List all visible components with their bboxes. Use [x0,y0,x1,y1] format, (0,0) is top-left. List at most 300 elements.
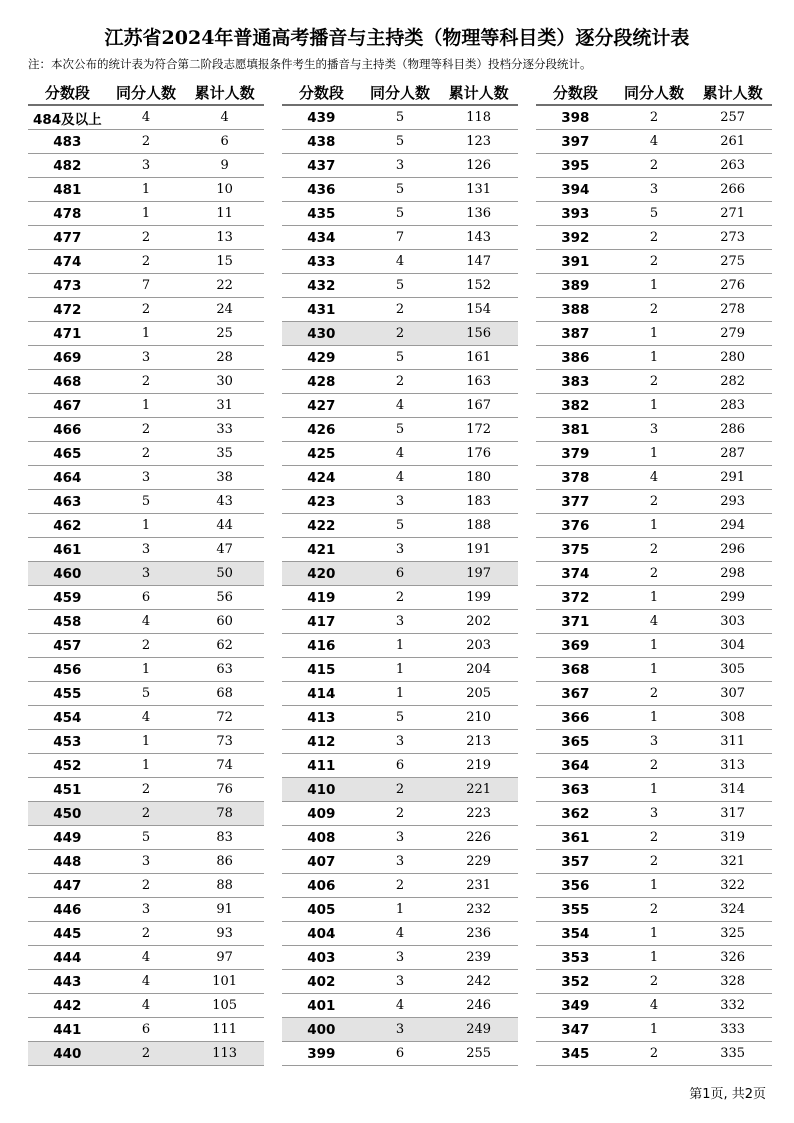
table-row [536,970,772,994]
score-cell: 429 [282,346,361,370]
score-cell: 474 [28,250,107,274]
cumulative-cell: 197 [439,562,518,586]
same-count-cell: 1 [107,394,186,418]
cumulative-cell: 319 [693,826,772,850]
same-count-cell: 3 [361,826,440,850]
table-row [536,490,772,514]
cumulative-cell: 24 [185,298,264,322]
table-row [282,682,518,706]
same-count-cell: 1 [615,586,694,610]
cumulative-cell: 328 [693,970,772,994]
score-cell: 347 [536,1018,615,1042]
same-count-cell: 2 [107,250,186,274]
score-cell: 408 [282,826,361,850]
cumulative-cell: 31 [185,394,264,418]
score-cell: 403 [282,946,361,970]
cumulative-cell: 105 [185,994,264,1018]
same-count-cell: 4 [107,946,186,970]
cumulative-cell: 78 [185,802,264,826]
same-count-cell: 7 [107,274,186,298]
score-cell: 457 [28,634,107,658]
score-cell: 377 [536,490,615,514]
score-cell: 371 [536,610,615,634]
header-score: 分数段 [282,80,361,105]
table-row [28,538,264,562]
score-cell: 416 [282,634,361,658]
table-row [536,682,772,706]
cumulative-cell: 154 [439,298,518,322]
cumulative-cell: 287 [693,442,772,466]
cumulative-cell: 47 [185,538,264,562]
same-count-cell: 6 [107,586,186,610]
same-count-cell: 1 [615,346,694,370]
same-count-cell: 1 [615,658,694,682]
score-cell: 431 [282,298,361,322]
cumulative-cell: 317 [693,802,772,826]
score-cell: 397 [536,130,615,154]
cumulative-cell: 15 [185,250,264,274]
cumulative-cell: 163 [439,370,518,394]
table-row [282,105,518,130]
same-count-cell: 2 [615,250,694,274]
same-count-cell: 4 [361,922,440,946]
score-cell: 478 [28,202,107,226]
cumulative-cell: 91 [185,898,264,922]
score-table-column-3 [536,80,772,1066]
same-count-cell: 5 [107,682,186,706]
same-count-cell: 5 [615,202,694,226]
score-table-column-1 [28,80,264,1066]
score-cell: 357 [536,850,615,874]
table-row [28,946,264,970]
same-count-cell: 2 [615,754,694,778]
same-count-cell: 1 [361,682,440,706]
same-count-cell: 4 [107,706,186,730]
same-count-cell: 2 [615,370,694,394]
cumulative-cell: 4 [185,105,264,130]
same-count-cell: 4 [107,610,186,634]
cumulative-cell: 202 [439,610,518,634]
table-row [282,298,518,322]
score-cell: 432 [282,274,361,298]
cumulative-cell: 38 [185,466,264,490]
table-row [536,202,772,226]
score-cell: 468 [28,370,107,394]
same-count-cell: 4 [107,994,186,1018]
score-cell: 482 [28,154,107,178]
same-count-cell: 1 [615,922,694,946]
same-count-cell: 4 [615,466,694,490]
cumulative-cell: 293 [693,490,772,514]
cumulative-cell: 93 [185,922,264,946]
header-same-count: 同分人数 [615,80,694,105]
score-cell: 356 [536,874,615,898]
score-cell: 425 [282,442,361,466]
score-cell: 481 [28,178,107,202]
cumulative-cell: 239 [439,946,518,970]
same-count-cell: 5 [361,706,440,730]
same-count-cell: 3 [361,850,440,874]
table-row [28,850,264,874]
table-row [282,466,518,490]
table-row [28,658,264,682]
table-row [282,130,518,154]
cumulative-cell: 282 [693,370,772,394]
cumulative-cell: 298 [693,562,772,586]
same-count-cell: 2 [615,682,694,706]
table-row [536,634,772,658]
table-row [28,370,264,394]
same-count-cell: 3 [615,418,694,442]
cumulative-cell: 232 [439,898,518,922]
table-row [282,658,518,682]
cumulative-cell: 136 [439,202,518,226]
same-count-cell: 4 [107,105,186,130]
table-row [28,298,264,322]
same-count-cell: 1 [107,178,186,202]
table-row [282,898,518,922]
score-cell: 381 [536,418,615,442]
table-row [282,514,518,538]
cumulative-cell: 152 [439,274,518,298]
score-cell: 445 [28,922,107,946]
score-table-column-2 [282,80,518,1066]
table-row [536,826,772,850]
table-row [282,610,518,634]
same-count-cell: 1 [107,202,186,226]
table-row [28,562,264,586]
cumulative-cell: 76 [185,778,264,802]
cumulative-cell: 335 [693,1042,772,1066]
same-count-cell: 6 [107,1018,186,1042]
same-count-cell: 2 [361,802,440,826]
same-count-cell: 3 [107,538,186,562]
table-row [536,514,772,538]
same-count-cell: 4 [615,994,694,1018]
same-count-cell: 3 [361,946,440,970]
score-cell: 369 [536,634,615,658]
table-row [282,1042,518,1066]
table-row [282,202,518,226]
cumulative-cell: 261 [693,130,772,154]
same-count-cell: 7 [361,226,440,250]
cumulative-cell: 25 [185,322,264,346]
same-count-cell: 2 [615,154,694,178]
table-row [282,922,518,946]
table-row [28,466,264,490]
header-cumulative: 累计人数 [185,80,264,105]
same-count-cell: 2 [615,826,694,850]
same-count-cell: 2 [361,586,440,610]
score-cell: 379 [536,442,615,466]
table-row [536,898,772,922]
cumulative-cell: 221 [439,778,518,802]
score-cell: 400 [282,1018,361,1042]
score-cell: 413 [282,706,361,730]
same-count-cell: 2 [107,226,186,250]
cumulative-cell: 30 [185,370,264,394]
cumulative-cell: 231 [439,874,518,898]
same-count-cell: 4 [361,250,440,274]
same-count-cell: 3 [107,850,186,874]
same-count-cell: 4 [361,994,440,1018]
same-count-cell: 2 [615,562,694,586]
cumulative-cell: 242 [439,970,518,994]
cumulative-cell: 13 [185,226,264,250]
same-count-cell: 4 [615,610,694,634]
score-cell: 391 [536,250,615,274]
cumulative-cell: 266 [693,178,772,202]
same-count-cell: 1 [615,514,694,538]
score-cell: 407 [282,850,361,874]
cumulative-cell: 44 [185,514,264,538]
cumulative-cell: 307 [693,682,772,706]
score-cell: 376 [536,514,615,538]
cumulative-cell: 56 [185,586,264,610]
table-row [28,322,264,346]
cumulative-cell: 123 [439,130,518,154]
same-count-cell: 2 [615,898,694,922]
score-cell: 365 [536,730,615,754]
table-row [28,922,264,946]
score-cell: 405 [282,898,361,922]
same-count-cell: 3 [361,154,440,178]
score-cell: 389 [536,274,615,298]
table-row [28,1042,264,1066]
cumulative-cell: 333 [693,1018,772,1042]
score-cell: 387 [536,322,615,346]
cumulative-cell: 147 [439,250,518,274]
cumulative-cell: 303 [693,610,772,634]
score-cell: 402 [282,970,361,994]
table-row [536,370,772,394]
cumulative-cell: 286 [693,418,772,442]
cumulative-cell: 43 [185,490,264,514]
same-count-cell: 1 [107,658,186,682]
cumulative-cell: 161 [439,346,518,370]
score-cell: 427 [282,394,361,418]
table-row [28,610,264,634]
table-row [282,1018,518,1042]
header-score: 分数段 [28,80,107,105]
cumulative-cell: 273 [693,226,772,250]
table-row [282,370,518,394]
cumulative-cell: 191 [439,538,518,562]
score-cell: 439 [282,105,361,130]
score-cell: 394 [536,178,615,202]
score-cell: 449 [28,826,107,850]
same-count-cell: 1 [615,394,694,418]
cumulative-cell: 118 [439,105,518,130]
score-cell: 426 [282,418,361,442]
same-count-cell: 1 [615,322,694,346]
table-row [28,130,264,154]
score-cell: 448 [28,850,107,874]
cumulative-cell: 73 [185,730,264,754]
cumulative-cell: 311 [693,730,772,754]
cumulative-cell: 283 [693,394,772,418]
table-row [536,418,772,442]
table-row [28,274,264,298]
cumulative-cell: 326 [693,946,772,970]
cumulative-cell: 321 [693,850,772,874]
table-row [536,466,772,490]
cumulative-cell: 156 [439,322,518,346]
cumulative-cell: 276 [693,274,772,298]
same-count-cell: 2 [615,298,694,322]
table-row [536,250,772,274]
score-cell: 414 [282,682,361,706]
table-row [28,442,264,466]
cumulative-cell: 314 [693,778,772,802]
score-cell: 452 [28,754,107,778]
cumulative-cell: 88 [185,874,264,898]
same-count-cell: 3 [361,490,440,514]
same-count-cell: 2 [361,874,440,898]
same-count-cell: 1 [615,706,694,730]
cumulative-cell: 97 [185,946,264,970]
same-count-cell: 4 [107,970,186,994]
score-cell: 353 [536,946,615,970]
table-row [536,178,772,202]
cumulative-cell: 183 [439,490,518,514]
table-row [536,994,772,1018]
score-cell: 434 [282,226,361,250]
same-count-cell: 3 [361,1018,440,1042]
same-count-cell: 4 [615,130,694,154]
table-row [282,730,518,754]
score-cell: 393 [536,202,615,226]
table-row [28,802,264,826]
table-row [282,490,518,514]
same-count-cell: 5 [361,514,440,538]
cumulative-cell: 203 [439,634,518,658]
same-count-cell: 2 [107,298,186,322]
score-cell: 420 [282,562,361,586]
same-count-cell: 6 [361,562,440,586]
same-count-cell: 1 [615,274,694,298]
table-row [28,586,264,610]
score-cell: 419 [282,586,361,610]
cumulative-cell: 255 [439,1042,518,1066]
score-cell: 447 [28,874,107,898]
same-count-cell: 2 [615,538,694,562]
table-row [28,778,264,802]
same-count-cell: 3 [361,730,440,754]
score-cell: 386 [536,346,615,370]
cumulative-cell: 213 [439,730,518,754]
table-row [28,250,264,274]
cumulative-cell: 332 [693,994,772,1018]
same-count-cell: 5 [361,178,440,202]
cumulative-cell: 291 [693,466,772,490]
cumulative-cell: 204 [439,658,518,682]
table-row [28,730,264,754]
table-row [536,850,772,874]
score-cell: 410 [282,778,361,802]
same-count-cell: 5 [361,346,440,370]
cumulative-cell: 325 [693,922,772,946]
same-count-cell: 1 [615,946,694,970]
table-row [536,154,772,178]
page-footer: 第1页, 共2页 [689,1087,766,1102]
cumulative-cell: 236 [439,922,518,946]
table-row [28,178,264,202]
cumulative-cell: 299 [693,586,772,610]
score-cell: 378 [536,466,615,490]
same-count-cell: 3 [107,346,186,370]
score-cell: 440 [28,1042,107,1066]
same-count-cell: 5 [107,826,186,850]
score-cell: 430 [282,322,361,346]
table-row [536,105,772,130]
same-count-cell: 3 [615,178,694,202]
same-count-cell: 4 [361,394,440,418]
score-cell: 364 [536,754,615,778]
table-row [28,682,264,706]
score-cell: 462 [28,514,107,538]
score-cell: 458 [28,610,107,634]
table-row [282,874,518,898]
header-cumulative: 累计人数 [693,80,772,105]
cumulative-cell: 50 [185,562,264,586]
score-cell: 454 [28,706,107,730]
score-cell: 455 [28,682,107,706]
cumulative-cell: 296 [693,538,772,562]
table-row [536,538,772,562]
same-count-cell: 5 [361,274,440,298]
score-cell: 354 [536,922,615,946]
table-row [28,418,264,442]
table-row [28,826,264,850]
score-cell: 404 [282,922,361,946]
table-row [28,874,264,898]
table-row [282,418,518,442]
header-cumulative: 累计人数 [439,80,518,105]
same-count-cell: 2 [107,634,186,658]
same-count-cell: 2 [615,490,694,514]
same-count-cell: 2 [107,874,186,898]
same-count-cell: 1 [107,514,186,538]
score-cell: 421 [282,538,361,562]
table-row [282,946,518,970]
cumulative-cell: 11 [185,202,264,226]
table-row [282,346,518,370]
same-count-cell: 2 [615,850,694,874]
cumulative-cell: 6 [185,130,264,154]
score-cell: 453 [28,730,107,754]
score-cell: 466 [28,418,107,442]
table-row [282,274,518,298]
cumulative-cell: 223 [439,802,518,826]
score-cell: 395 [536,154,615,178]
same-count-cell: 3 [107,154,186,178]
table-row [28,754,264,778]
same-count-cell: 3 [361,538,440,562]
table-row [282,826,518,850]
same-count-cell: 5 [361,202,440,226]
same-count-cell: 2 [361,298,440,322]
same-count-cell: 2 [615,105,694,130]
table-row [536,442,772,466]
score-cell: 345 [536,1042,615,1066]
same-count-cell: 3 [107,898,186,922]
cumulative-cell: 219 [439,754,518,778]
score-cell: 473 [28,274,107,298]
same-count-cell: 2 [107,130,186,154]
same-count-cell: 2 [615,1042,694,1066]
same-count-cell: 2 [107,802,186,826]
